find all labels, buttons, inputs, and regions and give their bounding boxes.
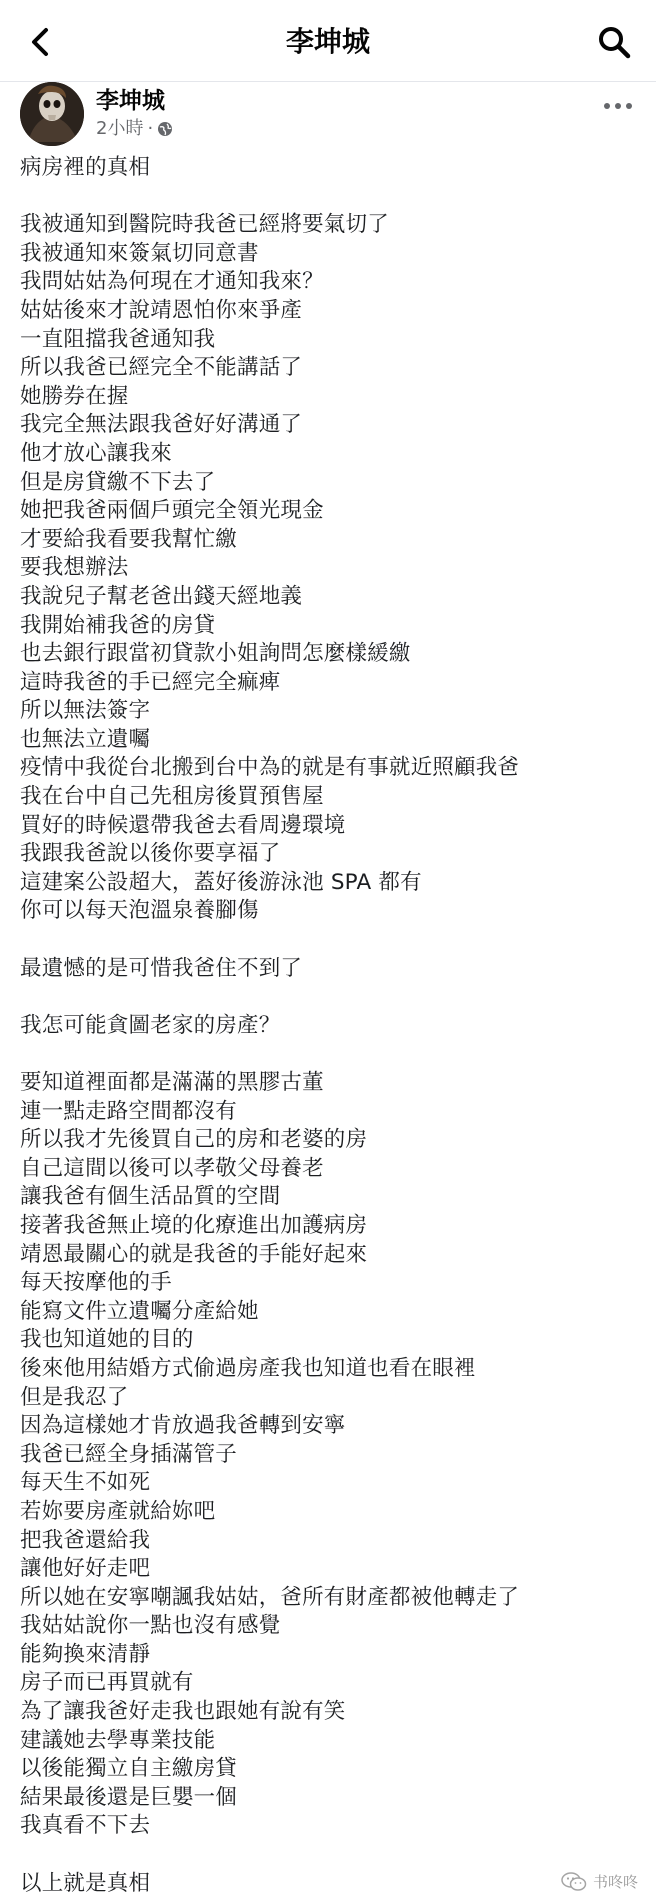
post-line: 要知道裡面都是滿滿的黑膠古董 (20, 1070, 324, 1095)
post-line: 自己這間以後可以孝敬父母養老 (20, 1155, 324, 1181)
post-line: 結果最後還是巨嬰一個 (20, 1784, 238, 1810)
watermark (561, 1871, 638, 1892)
post-line: 我被通知到醫院時我爸已經將要氣切了 (20, 212, 389, 238)
post-line: 他才放心讓我來 (20, 440, 172, 466)
post-line: 我也知道她的目的 (20, 1327, 194, 1353)
post-line: 我爸已經全身插滿管子 (20, 1441, 238, 1467)
wechat-icon (561, 1872, 587, 1892)
more-options-button[interactable] (600, 94, 636, 118)
post-line: 我問姑姑為何現在才通知我來？ (20, 269, 324, 295)
post-line: 為了讓我爸好走我也跟她有說有笑 (20, 1699, 346, 1725)
post-blank-line (20, 1841, 640, 1870)
post-line: 靖恩最關心的就是我爸的手能好起來 (20, 1241, 368, 1267)
post-line: 你可以每天泡溫泉養腳傷 (20, 898, 259, 924)
post-line: 她把我爸兩個戶頭完全領光現金 (20, 498, 324, 524)
top-navigation-bar (0, 0, 656, 82)
post-line: 我說兒子幫老爸出錢天經地義 (20, 583, 303, 609)
post-line: 每天生不如死 (20, 1470, 151, 1496)
post-line: 能夠換來清靜 (20, 1641, 151, 1667)
search-icon (597, 25, 631, 59)
post-author-name[interactable]: 李坤城 (96, 88, 165, 114)
post-line: 一直阻擋我爸通知我 (20, 326, 216, 352)
post-line: 我跟我爸說以後你要享福了 (20, 841, 281, 867)
post-line: 買好的時候還帶我爸去看周邊環境 (20, 812, 346, 838)
post-blank-line (20, 926, 640, 955)
post-line: 但是我忍了 (20, 1384, 129, 1410)
post-line: 連一點走路空間都沒有 (20, 1098, 238, 1124)
post-line: 讓我爸有個生活品質的空間 (20, 1184, 281, 1210)
post-line: 以上就是真相 (20, 1870, 151, 1896)
post-line: 疫情中我從台北搬到台中為的就是有事就近照顧我爸 (20, 755, 520, 781)
globe-icon (157, 121, 173, 137)
post-line: 姑姑後來才說靖恩怕你來爭產 (20, 297, 303, 323)
post-line: 建議她去學專業技能 (20, 1727, 216, 1753)
more-horizontal-icon (603, 102, 633, 110)
post-line: 所以她在安寧嘲諷我姑姑，爸所有財產都被他轉走了 (20, 1584, 520, 1610)
post-line: 能寫文件立遺囑分產給她 (20, 1298, 259, 1324)
post-line: 病房裡的真相 (20, 155, 151, 180)
post-line: 以後能獨立自主繳房貸 (20, 1756, 238, 1782)
post-line: 我姑姑說你一點也沒有感覺 (20, 1613, 281, 1639)
post-line: 要我想辦法 (20, 555, 129, 581)
post-line: 但是房貸繳不下去了 (20, 469, 216, 495)
post-line: 我完全無法跟我爸好好溝通了 (20, 412, 303, 438)
post-line: 接著我爸無止境的化療進出加護病房 (20, 1212, 368, 1238)
post-line: 我在台中自己先租房後買預售屋 (20, 784, 324, 810)
post-text (20, 154, 640, 1898)
post-line: 若妳要房產就給妳吧 (20, 1498, 216, 1524)
post-line: 這時我爸的手已經完全痲痺 (20, 669, 281, 695)
post-line: 我真看不下去 (20, 1813, 151, 1839)
post-line: 所以我才先後買自己的房和老婆的房 (20, 1127, 368, 1153)
post-line: 所以無法簽字 (20, 698, 151, 724)
avatar[interactable] (20, 82, 84, 146)
watermark-text: 书咚咚 (592, 1873, 638, 1891)
post-line: 每天按摩他的手 (20, 1270, 172, 1296)
post-line: 也無法立遺囑 (20, 726, 151, 752)
post-blank-line (20, 1040, 640, 1069)
post-line: 後來他用結婚方式偷過房產我也知道也看在眼裡 (20, 1355, 476, 1381)
post-timestamp[interactable]: 2小時 (96, 118, 144, 139)
post-blank-line (20, 183, 640, 212)
post-line: 也去銀行跟當初貸款小姐詢問怎麼樣緩繳 (20, 641, 411, 667)
page-title: 李坤城 (285, 25, 370, 58)
post-line: 所以我爸已經完全不能講話了 (20, 355, 303, 381)
post-line: 房子而已再買就有 (20, 1670, 194, 1696)
post-line: 才要給我看要我幫忙繳 (20, 526, 238, 552)
post-blank-line (20, 983, 640, 1012)
skull-avatar-icon (20, 82, 84, 146)
post-meta (96, 116, 173, 142)
post-header (0, 82, 656, 150)
search-button[interactable] (592, 20, 636, 64)
post-line: 這建案公設超大，蓋好後游泳池 SPA 都有 (20, 869, 422, 895)
meta-separator: · (147, 118, 154, 139)
post-line: 把我爸還給我 (20, 1527, 151, 1553)
post-line: 讓他好好走吧 (20, 1556, 151, 1582)
post-line: 因為這樣她才肯放過我爸轉到安寧 (20, 1413, 346, 1439)
post-line: 最遺憾的是可惜我爸住不到了 (20, 955, 303, 981)
post-line: 我被通知來簽氣切同意書 (20, 240, 259, 266)
post-line: 她勝券在握 (20, 383, 129, 409)
post-line: 我開始補我爸的房貸 (20, 612, 216, 638)
post-line: 我怎可能貪圖老家的房產？ (20, 1012, 281, 1038)
